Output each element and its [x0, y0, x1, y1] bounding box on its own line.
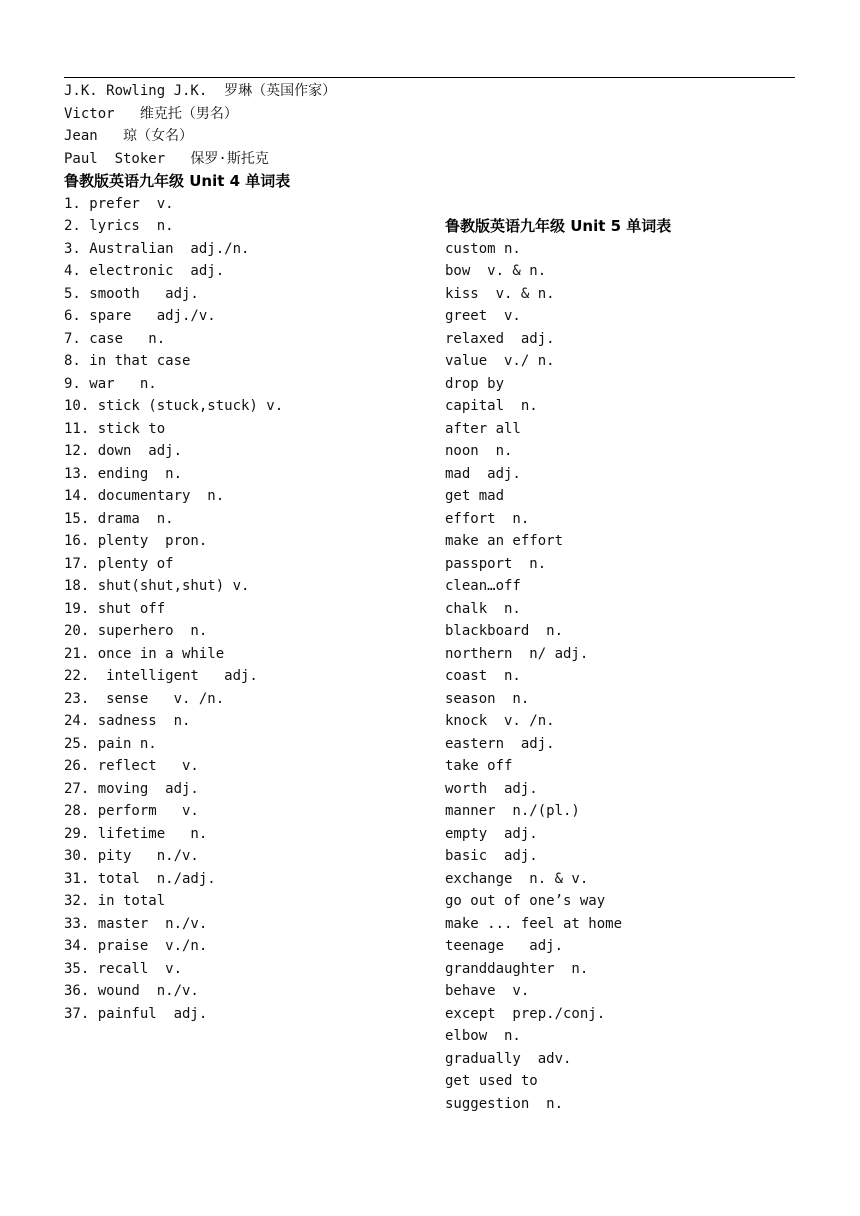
- unit5-word-item: suggestion n.: [445, 1095, 564, 1112]
- intro-line: Victor 维克托（男名）: [64, 105, 238, 122]
- left-column: [64, 80, 434, 1025]
- unit4-word-item: 2. lyrics n.: [64, 218, 174, 234]
- intro-line: Paul Stoker 保罗·斯托克: [64, 150, 269, 167]
- unit4-word-item: 17. plenty of: [64, 555, 174, 572]
- unit5-word-item: chalk n.: [445, 600, 521, 617]
- unit5-word-item: manner n./(pl.): [445, 803, 580, 819]
- unit5-word-item: elbow n.: [445, 1028, 521, 1044]
- unit4-word-item: 33. master n./v.: [64, 915, 208, 932]
- unit5-word-item: custom n.: [445, 240, 521, 257]
- unit4-word-item: 19. shut off: [64, 600, 166, 617]
- unit4-word-item: 27. moving adj.: [64, 780, 199, 797]
- unit4-word-list: [64, 193, 434, 1026]
- unit5-word-item: empty adj.: [445, 825, 538, 842]
- unit5-word-item: get mad: [445, 488, 505, 504]
- unit4-word-item: 14. documentary n.: [64, 488, 225, 504]
- unit5-word-item: exchange n. & v.: [445, 870, 589, 887]
- unit5-word-item: season n.: [445, 690, 530, 707]
- unit4-word-item: 36. wound n./v.: [64, 983, 199, 999]
- unit5-word-item: clean…off: [445, 578, 521, 594]
- intro-line: J.K. Rowling J.K. 罗琳（英国作家）: [64, 83, 337, 99]
- unit4-word-item: 30. pity n./v.: [64, 848, 199, 864]
- unit5-word-item: noon n.: [445, 443, 513, 459]
- unit5-word-item: granddaughter n.: [445, 960, 589, 977]
- unit4-word-item: 31. total n./adj.: [64, 870, 216, 887]
- unit4-word-item: 23. sense v. /n.: [64, 690, 225, 707]
- unit4-word-item: 9. war n.: [64, 375, 157, 392]
- unit4-word-item: 16. plenty pron.: [64, 533, 208, 549]
- unit4-word-item: 7. case n.: [64, 330, 166, 347]
- unit5-word-item: go out of one’s way: [445, 893, 606, 909]
- unit4-word-item: 11. stick to: [64, 420, 166, 437]
- unit5-word-list: [445, 238, 805, 1116]
- unit4-word-item: 22. intelligent adj.: [64, 668, 258, 684]
- unit4-word-item: 13. ending n.: [64, 465, 183, 482]
- unit5-word-item: worth adj.: [445, 780, 538, 797]
- unit4-word-item: 20. superhero n.: [64, 623, 208, 639]
- unit4-word-item: 26. reflect v.: [64, 758, 199, 774]
- unit4-word-item: 4. electronic adj.: [64, 263, 225, 279]
- unit4-heading: 鲁教版英语九年级 Unit 4 单词表: [64, 172, 291, 190]
- unit4-word-item: 12. down adj.: [64, 443, 183, 459]
- unit5-word-item: eastern adj.: [445, 735, 555, 752]
- unit5-word-item: kiss v. & n.: [445, 285, 555, 302]
- unit5-word-item: greet v.: [445, 308, 521, 324]
- unit4-word-item: 8. in that case: [64, 353, 191, 369]
- unit5-heading: 鲁教版英语九年级 Unit 5 单词表: [445, 217, 672, 235]
- header-rule: [64, 77, 795, 78]
- unit5-word-item: take off: [445, 758, 513, 774]
- unit5-word-item: make ... feel at home: [445, 915, 623, 932]
- unit5-word-item: northern n/ adj.: [445, 645, 589, 662]
- unit5-word-item: drop by: [445, 375, 505, 392]
- unit5-word-item: knock v. /n.: [445, 713, 555, 729]
- unit5-word-item: blackboard n.: [445, 623, 564, 639]
- unit4-word-item: 35. recall v.: [64, 960, 183, 977]
- unit5-word-item: value v./ n.: [445, 353, 555, 369]
- unit4-word-item: 3. Australian adj./n.: [64, 240, 250, 257]
- unit4-word-item: 25. pain n.: [64, 735, 157, 752]
- unit5-word-item: get used to: [445, 1073, 538, 1089]
- unit5-word-item: relaxed adj.: [445, 330, 555, 347]
- unit4-word-item: 6. spare adj./v.: [64, 308, 216, 324]
- unit4-word-item: 24. sadness n.: [64, 713, 191, 729]
- unit5-word-item: effort n.: [445, 510, 530, 527]
- unit5-word-item: mad adj.: [445, 465, 521, 482]
- unit5-word-item: gradually adv.: [445, 1050, 572, 1067]
- unit5-word-item: after all: [445, 420, 521, 437]
- unit5-word-item: passport n.: [445, 555, 547, 572]
- unit4-word-item: 1. prefer v.: [64, 195, 174, 212]
- unit4-word-item: 34. praise v./n.: [64, 938, 208, 954]
- unit5-word-item: except prep./conj.: [445, 1005, 606, 1022]
- unit4-word-item: 29. lifetime n.: [64, 825, 208, 842]
- right-column: [445, 215, 805, 1115]
- unit5-word-item: teenage adj.: [445, 938, 564, 954]
- unit4-word-item: 28. perform v.: [64, 803, 199, 819]
- unit5-word-item: basic adj.: [445, 848, 538, 864]
- unit4-word-item: 21. once in a while: [64, 645, 225, 662]
- unit4-word-item: 37. painful adj.: [64, 1005, 208, 1022]
- intro-line: Jean 琼（女名）: [64, 128, 194, 144]
- unit5-word-item: bow v. & n.: [445, 263, 547, 279]
- unit4-word-item: 32. in total: [64, 893, 166, 909]
- unit4-word-item: 5. smooth adj.: [64, 285, 199, 302]
- unit5-word-item: behave v.: [445, 983, 530, 999]
- unit4-word-item: 10. stick (stuck,stuck) v.: [64, 398, 284, 414]
- unit5-word-item: make an effort: [445, 533, 564, 549]
- unit4-word-item: 18. shut(shut,shut) v.: [64, 578, 250, 594]
- unit5-word-item: capital n.: [445, 398, 538, 414]
- unit4-word-item: 15. drama n.: [64, 510, 174, 527]
- unit5-word-item: coast n.: [445, 668, 521, 684]
